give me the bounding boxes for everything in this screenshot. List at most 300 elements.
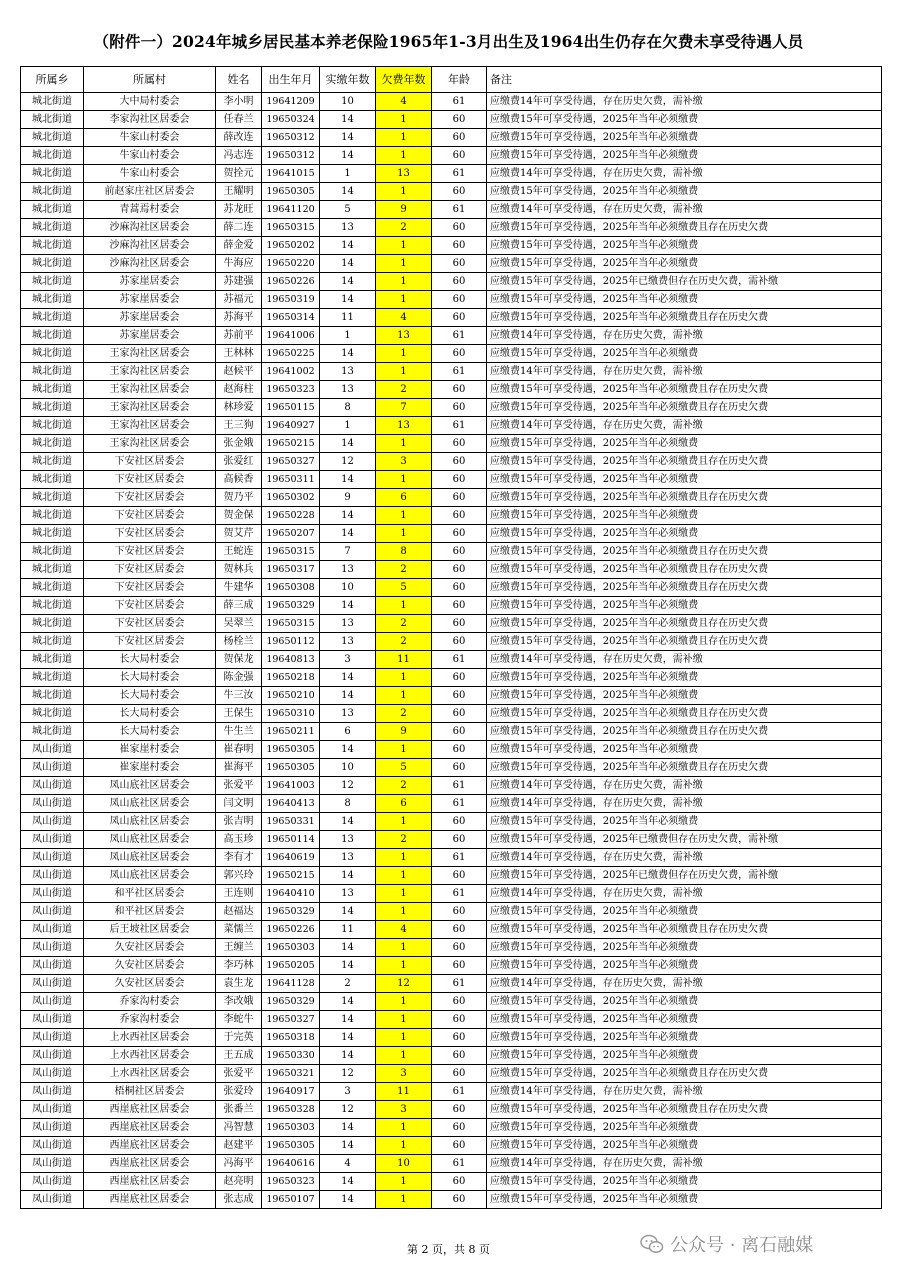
village-cell: 下安社区居委会 (84, 597, 216, 615)
name-cell: 李巧林 (216, 957, 262, 975)
township-cell: 城北街道 (21, 525, 84, 543)
paid-years-cell: 14 (320, 435, 376, 453)
township-cell: 城北街道 (21, 255, 84, 273)
remarks-cell: 应缴费15年可享受待遇，2025年当年必须缴费 (487, 813, 882, 831)
township-cell: 城北街道 (21, 561, 84, 579)
table-row (21, 543, 882, 561)
township-cell: 凤山街道 (21, 777, 84, 795)
table-row (21, 399, 882, 417)
paid-years-cell: 10 (320, 93, 376, 111)
township-cell: 城北街道 (21, 345, 84, 363)
age-cell: 60 (432, 1191, 487, 1209)
arrears-years-cell: 13 (376, 417, 432, 435)
birth-date-cell: 19650305 (262, 759, 320, 777)
township-cell: 凤山街道 (21, 903, 84, 921)
paid-years-cell: 3 (320, 1083, 376, 1101)
arrears-years-cell: 1 (376, 1191, 432, 1209)
remarks-cell: 应缴费15年可享受待遇，2025年当年必须缴费 (487, 237, 882, 255)
township-cell: 城北街道 (21, 417, 84, 435)
arrears-years-cell: 1 (376, 669, 432, 687)
village-cell: 西崖底社区居委会 (84, 1119, 216, 1137)
age-cell: 60 (432, 237, 487, 255)
age-cell: 60 (432, 147, 487, 165)
township-cell: 城北街道 (21, 633, 84, 651)
remarks-cell: 应缴费15年可享受待遇，2025年当年必须缴费 (487, 1137, 882, 1155)
name-cell: 张爱玲 (216, 1083, 262, 1101)
village-cell: 王家沟社区居委会 (84, 417, 216, 435)
table-row (21, 579, 882, 597)
paid-years-cell: 13 (320, 561, 376, 579)
name-cell: 李蛇牛 (216, 1011, 262, 1029)
township-cell: 城北街道 (21, 381, 84, 399)
age-cell: 60 (432, 1101, 487, 1119)
remarks-cell: 应缴费15年可享受待遇，2025年当年必须缴费且存在历史欠费 (487, 399, 882, 417)
name-cell: 张爱平 (216, 1065, 262, 1083)
arrears-years-cell: 1 (376, 813, 432, 831)
village-cell: 梧桐社区居委会 (84, 1083, 216, 1101)
village-cell: 王家沟社区居委会 (84, 399, 216, 417)
remarks-cell: 应缴费15年可享受待遇，2025年当年必须缴费 (487, 741, 882, 759)
age-cell: 60 (432, 1173, 487, 1191)
birth-date-cell: 19650321 (262, 1065, 320, 1083)
arrears-years-cell: 1 (376, 867, 432, 885)
age-cell: 61 (432, 651, 487, 669)
remarks-cell: 应缴费15年可享受待遇，2025年当年必须缴费且存在历史欠费 (487, 705, 882, 723)
township-cell: 凤山街道 (21, 1083, 84, 1101)
age-cell: 60 (432, 543, 487, 561)
remarks-cell: 应缴费14年可享受待遇，存在历史欠费，需补缴 (487, 165, 882, 183)
village-cell: 崔家崖村委会 (84, 741, 216, 759)
township-cell: 城北街道 (21, 489, 84, 507)
arrears-years-cell: 7 (376, 399, 432, 417)
birth-date-cell: 19641128 (262, 975, 320, 993)
age-cell: 60 (432, 939, 487, 957)
village-cell: 下安社区居委会 (84, 471, 216, 489)
name-cell: 张吉明 (216, 813, 262, 831)
paid-years-cell: 14 (320, 525, 376, 543)
birth-date-cell: 19640410 (262, 885, 320, 903)
age-cell: 60 (432, 1047, 487, 1065)
arrears-years-cell: 1 (376, 1137, 432, 1155)
paid-years-cell: 11 (320, 921, 376, 939)
paid-years-cell: 5 (320, 201, 376, 219)
name-cell: 牛三汝 (216, 687, 262, 705)
remarks-cell: 应缴费15年可享受待遇，2025年当年必须缴费 (487, 903, 882, 921)
arrears-years-cell: 1 (376, 597, 432, 615)
arrears-years-cell: 8 (376, 543, 432, 561)
table-row (21, 669, 882, 687)
table-row (21, 183, 882, 201)
arrears-years-cell: 4 (376, 93, 432, 111)
village-cell: 下安社区居委会 (84, 561, 216, 579)
birth-date-cell: 19650314 (262, 309, 320, 327)
township-cell: 凤山街道 (21, 849, 84, 867)
paid-years-cell: 14 (320, 111, 376, 129)
township-cell: 城北街道 (21, 147, 84, 165)
age-cell: 61 (432, 849, 487, 867)
village-cell: 下安社区居委会 (84, 525, 216, 543)
name-cell: 吴翠兰 (216, 615, 262, 633)
village-cell: 西崖底社区居委会 (84, 1155, 216, 1173)
remarks-cell: 应缴费15年可享受待遇，2025年当年必须缴费且存在历史欠费 (487, 759, 882, 777)
village-cell: 凤山底社区居委会 (84, 867, 216, 885)
table-row (21, 1047, 882, 1065)
name-cell: 李有才 (216, 849, 262, 867)
table-row (21, 885, 882, 903)
remarks-cell: 应缴费15年可享受待遇，2025年当年必须缴费 (487, 687, 882, 705)
name-cell: 张金娥 (216, 435, 262, 453)
table-row (21, 201, 882, 219)
arrears-years-cell: 1 (376, 507, 432, 525)
name-cell: 贺金保 (216, 507, 262, 525)
paid-years-cell: 14 (320, 183, 376, 201)
arrears-years-cell: 6 (376, 489, 432, 507)
name-cell: 高玉珍 (216, 831, 262, 849)
paid-years-cell: 12 (320, 1065, 376, 1083)
birth-date-cell: 19650315 (262, 615, 320, 633)
township-cell: 城北街道 (21, 291, 84, 309)
township-cell: 城北街道 (21, 309, 84, 327)
remarks-cell: 应缴费15年可享受待遇，2025年当年必须缴费 (487, 525, 882, 543)
birth-date-cell: 19650327 (262, 453, 320, 471)
header-birth-date: 出生年月 (262, 67, 320, 93)
village-cell: 西崖底社区居委会 (84, 1173, 216, 1191)
township-cell: 城北街道 (21, 651, 84, 669)
page-title: （附件一）2024年城乡居民基本养老保险1965年1-3月出生及1964出生仍存在欠费未享受待遇人员 (93, 32, 804, 51)
age-cell: 60 (432, 183, 487, 201)
name-cell: 王缠兰 (216, 939, 262, 957)
age-cell: 60 (432, 129, 487, 147)
township-cell: 城北街道 (21, 453, 84, 471)
age-cell: 61 (432, 363, 487, 381)
age-cell: 60 (432, 1029, 487, 1047)
birth-date-cell: 19650202 (262, 237, 320, 255)
birth-date-cell: 19650305 (262, 741, 320, 759)
village-cell: 久安社区居委会 (84, 975, 216, 993)
village-cell: 和平社区居委会 (84, 885, 216, 903)
age-cell: 60 (432, 435, 487, 453)
remarks-cell: 应缴费14年可享受待遇，存在历史欠费，需补缴 (487, 885, 882, 903)
birth-date-cell: 19650218 (262, 669, 320, 687)
paid-years-cell: 14 (320, 147, 376, 165)
village-cell: 沙麻沟社区居委会 (84, 219, 216, 237)
remarks-cell: 应缴费15年可享受待遇，2025年当年必须缴费 (487, 507, 882, 525)
age-cell: 60 (432, 111, 487, 129)
birth-date-cell: 19650215 (262, 867, 320, 885)
page-number: 第 2 页，共 8 页 (407, 1243, 490, 1256)
header-paid-years: 实缴年数 (320, 67, 376, 93)
name-cell: 崔春明 (216, 741, 262, 759)
remarks-cell: 应缴费15年可享受待遇，2025年当年必须缴费 (487, 345, 882, 363)
table-row (21, 777, 882, 795)
paid-years-cell: 13 (320, 831, 376, 849)
table-row (21, 759, 882, 777)
table-row (21, 309, 882, 327)
village-cell: 苏家崖居委会 (84, 327, 216, 345)
village-cell: 下安社区居委会 (84, 453, 216, 471)
table-row (21, 435, 882, 453)
arrears-years-cell: 13 (376, 327, 432, 345)
arrears-years-cell: 1 (376, 1029, 432, 1047)
village-cell: 西崖底社区居委会 (84, 1191, 216, 1209)
table-row (21, 1101, 882, 1119)
paid-years-cell: 14 (320, 903, 376, 921)
remarks-cell: 应缴费15年可享受待遇，2025年当年必须缴费 (487, 1119, 882, 1137)
paid-years-cell: 3 (320, 651, 376, 669)
remarks-cell: 应缴费14年可享受待遇，存在历史欠费，需补缴 (487, 651, 882, 669)
remarks-cell: 应缴费15年可享受待遇，2025年当年必须缴费 (487, 255, 882, 273)
name-cell: 苏海平 (216, 309, 262, 327)
table-row (21, 723, 882, 741)
birth-date-cell: 19650226 (262, 273, 320, 291)
birth-date-cell: 19650211 (262, 723, 320, 741)
table-row (21, 867, 882, 885)
township-cell: 凤山街道 (21, 1155, 84, 1173)
age-cell: 61 (432, 201, 487, 219)
birth-date-cell: 19650329 (262, 903, 320, 921)
age-cell: 60 (432, 1011, 487, 1029)
birth-date-cell: 19650107 (262, 1191, 320, 1209)
birth-date-cell: 19650330 (262, 1047, 320, 1065)
birth-date-cell: 19650329 (262, 993, 320, 1011)
age-cell: 60 (432, 723, 487, 741)
paid-years-cell: 7 (320, 543, 376, 561)
age-cell: 60 (432, 507, 487, 525)
paid-years-cell: 10 (320, 759, 376, 777)
village-cell: 苏家崖居委会 (84, 273, 216, 291)
township-cell: 凤山街道 (21, 885, 84, 903)
table-header-row (21, 67, 882, 93)
remarks-cell: 应缴费15年可享受待遇，2025年已缴费但存在历史欠费，需补缴 (487, 831, 882, 849)
name-cell: 王三狗 (216, 417, 262, 435)
township-cell: 城北街道 (21, 471, 84, 489)
birth-date-cell: 19650327 (262, 1011, 320, 1029)
paid-years-cell: 14 (320, 597, 376, 615)
birth-date-cell: 19650315 (262, 543, 320, 561)
wechat-icon (640, 1233, 664, 1255)
birth-date-cell: 19650331 (262, 813, 320, 831)
township-cell: 凤山街道 (21, 1011, 84, 1029)
name-cell: 杨栓兰 (216, 633, 262, 651)
remarks-cell: 应缴费15年可享受待遇，2025年当年必须缴费 (487, 597, 882, 615)
village-cell: 凤山底社区居委会 (84, 777, 216, 795)
village-cell: 李家沟社区居委会 (84, 111, 216, 129)
township-cell: 城北街道 (21, 723, 84, 741)
arrears-years-cell: 11 (376, 1083, 432, 1101)
age-cell: 60 (432, 1065, 487, 1083)
remarks-cell: 应缴费15年可享受待遇，2025年当年必须缴费 (487, 471, 882, 489)
village-cell: 乔家沟村委会 (84, 1011, 216, 1029)
arrears-years-cell: 1 (376, 111, 432, 129)
name-cell: 任春兰 (216, 111, 262, 129)
township-cell: 城北街道 (21, 507, 84, 525)
table-row (21, 237, 882, 255)
village-cell: 苏家崖居委会 (84, 309, 216, 327)
arrears-years-cell: 1 (376, 273, 432, 291)
age-cell: 60 (432, 291, 487, 309)
paid-years-cell: 14 (320, 813, 376, 831)
birth-date-cell: 19650317 (262, 561, 320, 579)
paid-years-cell: 14 (320, 687, 376, 705)
arrears-years-cell: 1 (376, 435, 432, 453)
birth-date-cell: 19650315 (262, 219, 320, 237)
arrears-years-cell: 1 (376, 1047, 432, 1065)
table-row (21, 1191, 882, 1209)
table-row (21, 705, 882, 723)
remarks-cell: 应缴费15年可享受待遇，2025年当年必须缴费 (487, 147, 882, 165)
table-row (21, 957, 882, 975)
remarks-cell: 应缴费14年可享受待遇，存在历史欠费，需补缴 (487, 1083, 882, 1101)
village-cell: 下安社区居委会 (84, 489, 216, 507)
paid-years-cell: 14 (320, 507, 376, 525)
name-cell: 赵候平 (216, 363, 262, 381)
paid-years-cell: 14 (320, 1029, 376, 1047)
table-row (21, 111, 882, 129)
township-cell: 凤山街道 (21, 1119, 84, 1137)
remarks-cell: 应缴费15年可享受待遇，2025年当年必须缴费 (487, 291, 882, 309)
table-row (21, 507, 882, 525)
remarks-cell: 应缴费14年可享受待遇，存在历史欠费，需补缴 (487, 417, 882, 435)
name-cell: 高候香 (216, 471, 262, 489)
table-row (21, 921, 882, 939)
township-cell: 城北街道 (21, 165, 84, 183)
birth-date-cell: 19650303 (262, 1119, 320, 1137)
village-cell: 久安社区居委会 (84, 939, 216, 957)
name-cell: 冯海平 (216, 1155, 262, 1173)
village-cell: 下安社区居委会 (84, 507, 216, 525)
age-cell: 60 (432, 993, 487, 1011)
table-row (21, 795, 882, 813)
arrears-years-cell: 1 (376, 687, 432, 705)
birth-date-cell: 19641003 (262, 777, 320, 795)
age-cell: 60 (432, 759, 487, 777)
birth-date-cell: 19640813 (262, 651, 320, 669)
age-cell: 60 (432, 345, 487, 363)
village-cell: 久安社区居委会 (84, 957, 216, 975)
village-cell: 上水西社区居委会 (84, 1047, 216, 1065)
name-cell: 王林林 (216, 345, 262, 363)
name-cell: 苏福元 (216, 291, 262, 309)
arrears-years-cell: 2 (376, 831, 432, 849)
arrears-years-cell: 5 (376, 759, 432, 777)
table-row (21, 615, 882, 633)
paid-years-cell: 14 (320, 939, 376, 957)
paid-years-cell: 14 (320, 741, 376, 759)
paid-years-cell: 13 (320, 219, 376, 237)
township-cell: 城北街道 (21, 399, 84, 417)
arrears-years-cell: 1 (376, 147, 432, 165)
paid-years-cell: 14 (320, 669, 376, 687)
remarks-cell: 应缴费15年可享受待遇，2025年当年必须缴费且存在历史欠费 (487, 921, 882, 939)
arrears-years-cell: 1 (376, 525, 432, 543)
township-cell: 凤山街道 (21, 1173, 84, 1191)
village-cell: 凤山底社区居委会 (84, 813, 216, 831)
header-township: 所属乡 (21, 67, 84, 93)
paid-years-cell: 14 (320, 471, 376, 489)
paid-years-cell: 14 (320, 867, 376, 885)
table-row (21, 813, 882, 831)
village-cell: 下安社区居委会 (84, 543, 216, 561)
village-cell: 王家沟社区居委会 (84, 345, 216, 363)
name-cell: 张爱红 (216, 453, 262, 471)
table-body (21, 93, 882, 1209)
arrears-years-cell: 9 (376, 201, 432, 219)
birth-date-cell: 19641006 (262, 327, 320, 345)
arrears-years-cell: 1 (376, 1173, 432, 1191)
table-row (21, 651, 882, 669)
remarks-cell: 应缴费14年可享受待遇，存在历史欠费，需补缴 (487, 201, 882, 219)
table-row (21, 255, 882, 273)
paid-years-cell: 14 (320, 993, 376, 1011)
age-cell: 60 (432, 273, 487, 291)
name-cell: 苏龙旺 (216, 201, 262, 219)
arrears-years-cell: 1 (376, 957, 432, 975)
paid-years-cell: 13 (320, 705, 376, 723)
age-cell: 61 (432, 777, 487, 795)
birth-date-cell: 19641120 (262, 201, 320, 219)
table-row (21, 345, 882, 363)
remarks-cell: 应缴费15年可享受待遇，2025年当年必须缴费且存在历史欠费 (487, 579, 882, 597)
remarks-cell: 应缴费15年可享受待遇，2025年当年必须缴费 (487, 993, 882, 1011)
birth-date-cell: 19650308 (262, 579, 320, 597)
paid-years-cell: 8 (320, 795, 376, 813)
name-cell: 薛二连 (216, 219, 262, 237)
age-cell: 61 (432, 885, 487, 903)
age-cell: 60 (432, 615, 487, 633)
birth-date-cell: 19650220 (262, 255, 320, 273)
township-cell: 城北街道 (21, 669, 84, 687)
arrears-years-cell: 4 (376, 921, 432, 939)
table-row (21, 165, 882, 183)
name-cell: 崔海平 (216, 759, 262, 777)
remarks-cell: 应缴费15年可享受待遇，2025年当年必须缴费且存在历史欠费 (487, 1065, 882, 1083)
remarks-cell: 应缴费15年可享受待遇，2025年当年必须缴费且存在历史欠费 (487, 489, 882, 507)
village-cell: 长大局村委会 (84, 651, 216, 669)
township-cell: 城北街道 (21, 111, 84, 129)
paid-years-cell: 1 (320, 327, 376, 345)
paid-years-cell: 11 (320, 309, 376, 327)
paid-years-cell: 12 (320, 1101, 376, 1119)
name-cell: 林珍爱 (216, 399, 262, 417)
table-row (21, 939, 882, 957)
remarks-cell: 应缴费15年可享受待遇，2025年当年必须缴费 (487, 957, 882, 975)
name-cell: 赵福达 (216, 903, 262, 921)
remarks-cell: 应缴费14年可享受待遇，存在历史欠费，需补缴 (487, 1155, 882, 1173)
paid-years-cell: 13 (320, 381, 376, 399)
arrears-years-cell: 2 (376, 219, 432, 237)
village-cell: 长大局村委会 (84, 669, 216, 687)
paid-years-cell: 14 (320, 1119, 376, 1137)
arrears-years-cell: 2 (376, 615, 432, 633)
village-cell: 牛家山村委会 (84, 165, 216, 183)
arrears-years-cell: 1 (376, 471, 432, 489)
remarks-cell: 应缴费14年可享受待遇，存在历史欠费，需补缴 (487, 93, 882, 111)
arrears-years-cell: 1 (376, 741, 432, 759)
paid-years-cell: 10 (320, 579, 376, 597)
arrears-years-cell: 2 (376, 633, 432, 651)
name-cell: 苏建强 (216, 273, 262, 291)
remarks-cell: 应缴费14年可享受待遇，存在历史欠费，需补缴 (487, 327, 882, 345)
birth-date-cell: 19640413 (262, 795, 320, 813)
age-cell: 60 (432, 669, 487, 687)
name-cell: 李小明 (216, 93, 262, 111)
township-cell: 城北街道 (21, 363, 84, 381)
age-cell: 60 (432, 579, 487, 597)
table-row (21, 633, 882, 651)
remarks-cell: 应缴费15年可享受待遇，2025年当年必须缴费且存在历史欠费 (487, 615, 882, 633)
age-cell: 60 (432, 561, 487, 579)
arrears-years-cell: 1 (376, 885, 432, 903)
